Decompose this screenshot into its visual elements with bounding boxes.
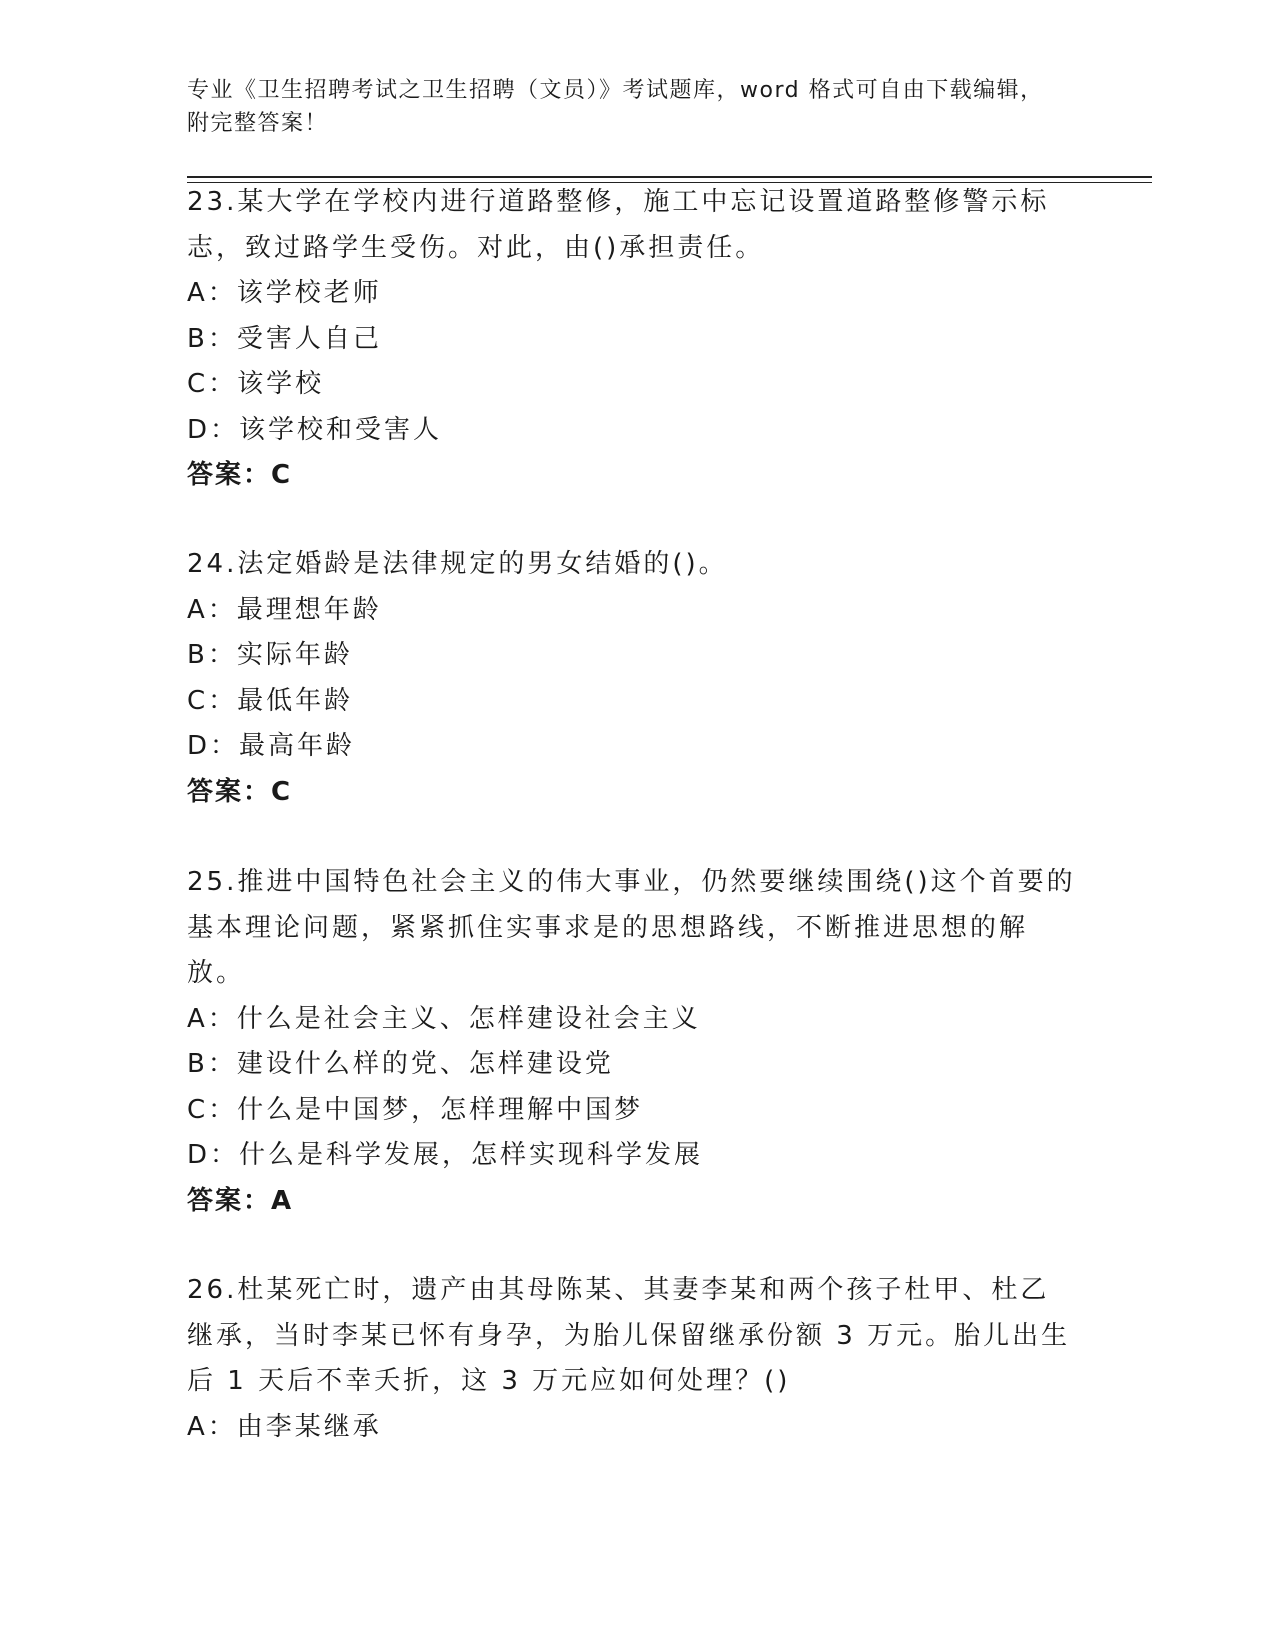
answer: 答案：C xyxy=(187,460,293,490)
option-c: C：该学校 xyxy=(187,369,325,399)
question-stem: 24.法定婚龄是法律规定的男女结婚的()。 xyxy=(187,549,728,579)
option-d: D：最高年龄 xyxy=(187,731,356,761)
question-24 xyxy=(187,542,1077,815)
option-b: B：建设什么样的党、怎样建设党 xyxy=(187,1049,614,1079)
question-stem: 26.杜某死亡时，遗产由其母陈某、其妻李某和两个孩子杜甲、杜乙继承，当时李某已怀有身孕，为胎儿保留继承份额 3 万元。胎儿出生后 1 天后不幸夭折，这 3 万元应如何处理？() xyxy=(187,1275,1071,1396)
option-a: A：最理想年龄 xyxy=(187,594,382,625)
option-c: C：什么是中国梦，怎样理解中国梦 xyxy=(187,1094,644,1125)
question-25 xyxy=(187,860,1077,1224)
option-d: D：什么是科学发展，怎样实现科学发展 xyxy=(187,1140,704,1170)
option-a: A：什么是社会主义、怎样建设社会主义 xyxy=(187,1003,701,1034)
question-stem: 25.推进中国特色社会主义的伟大事业，仍然要继续围绕()这个首要的基本理论问题，紧紧抓住实事求是的思想路线，不断推进思想的解放。 xyxy=(187,867,1076,988)
question-26 xyxy=(187,1268,1077,1450)
option-a: A：该学校老师 xyxy=(187,278,382,308)
option-d: D：该学校和受害人 xyxy=(187,414,443,445)
question-23 xyxy=(187,180,1077,499)
question-stem: 23.某大学在学校内进行道路整修，施工中忘记设置道路整修警示标志，致过路学生受伤。对此，由()承担责任。 xyxy=(187,187,1050,263)
header-divider-thick xyxy=(187,176,1152,178)
answer: 答案：C xyxy=(187,776,293,807)
answer: 答案：A xyxy=(187,1185,294,1216)
option-b: B：受害人自己 xyxy=(187,323,382,354)
option-a: A：由李某继承 xyxy=(187,1411,382,1442)
option-b: B：实际年龄 xyxy=(187,640,353,670)
option-c: C：最低年龄 xyxy=(187,685,354,716)
document-header: 专业《卫生招聘考试之卫生招聘（文员）》考试题库，word 格式可自由下载编辑，附完整答案！ xyxy=(187,78,1044,136)
